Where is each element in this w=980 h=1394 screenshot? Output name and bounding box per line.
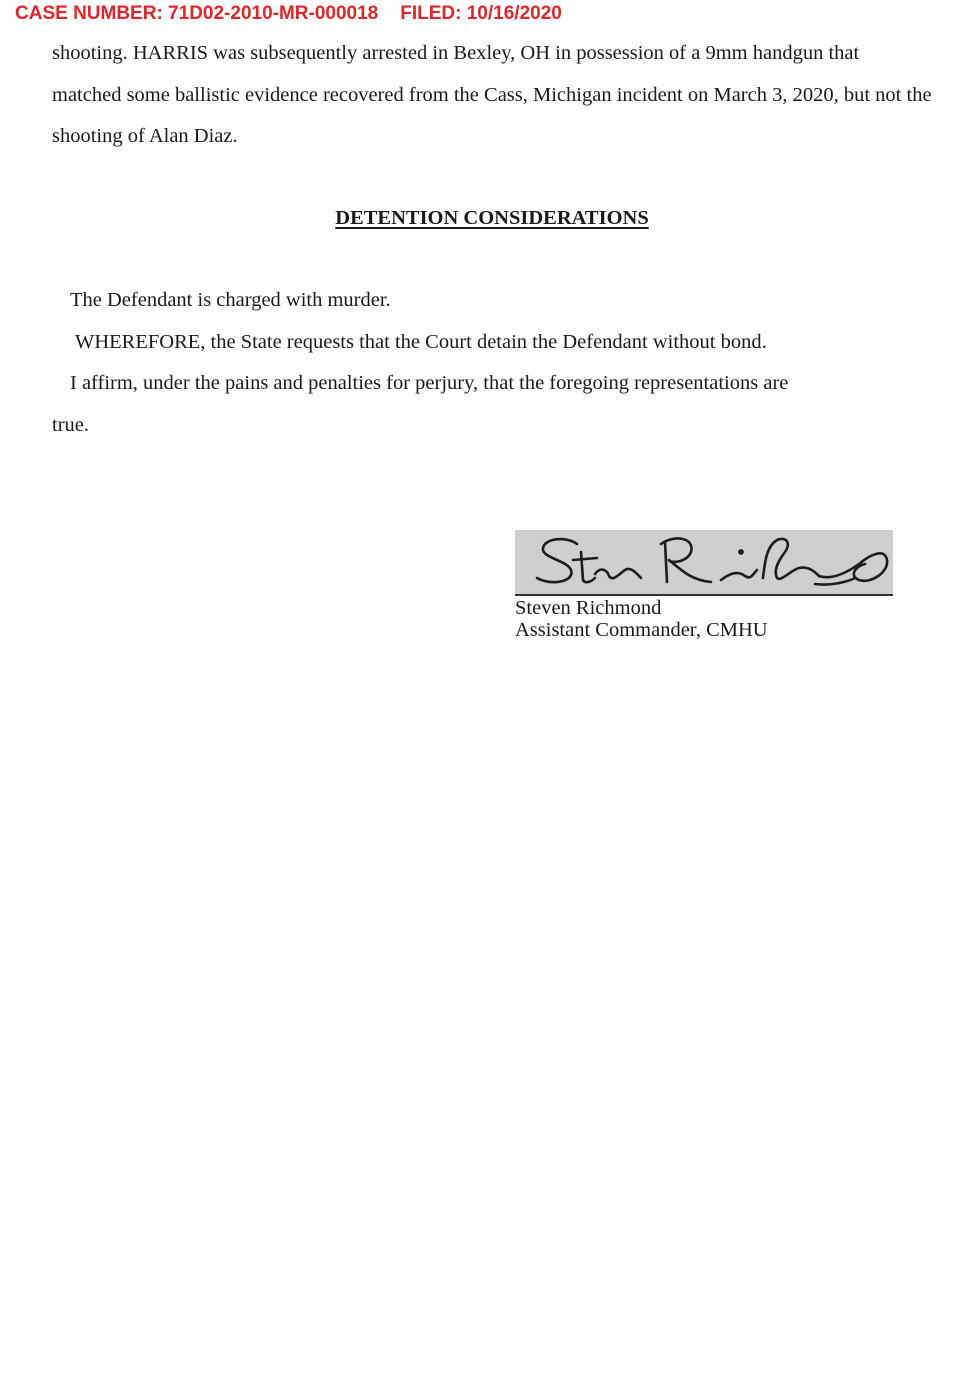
affirmation-statement: I affirm, under the pains and penalties for perjury, that the foregoing representations are [70,372,789,394]
signatory-title: Assistant Commander, CMHU [515,619,768,641]
signature-image [515,530,893,596]
filing-stamp [15,3,562,25]
wherefore-statement: WHEREFORE, the State requests that the Court detain the Defendant without bond. [75,331,767,353]
section-heading: DETENTION CONSIDERATIONS [335,207,649,229]
signatory-name: Steven Richmond [515,597,662,619]
case-number: CASE NUMBER: 71D02-2010-MR-000018 [15,3,379,24]
charged-statement: The Defendant is charged with murder. [70,289,391,311]
continuation-paragraph: shooting. HARRIS was subsequently arrested in Bexley, OH in possession of a 9mm handgun that matched some ballistic evidence recovered from the Cass, Michigan incident on March 3, 2020, but not the shooting of Alan Diaz. [52,42,932,147]
handwritten-signature [515,530,893,594]
filed-date: FILED: 10/16/2020 [400,3,562,24]
affirmation-statement-end: true. [52,414,89,436]
